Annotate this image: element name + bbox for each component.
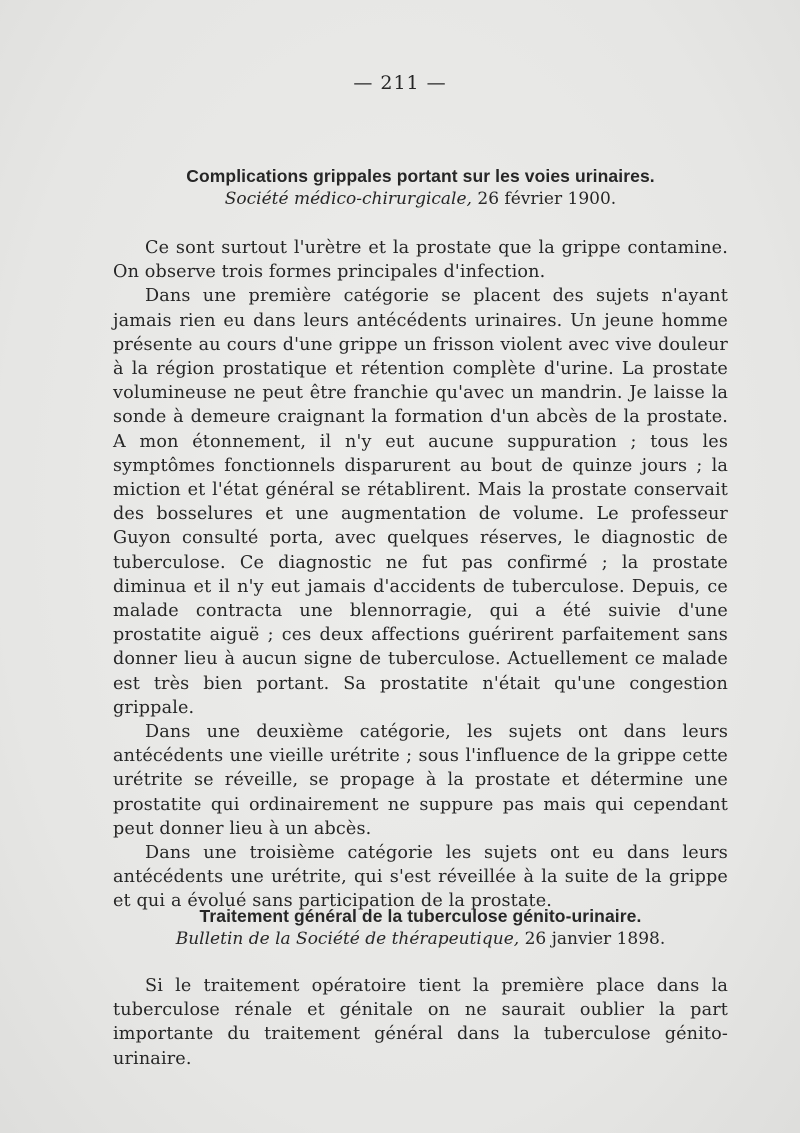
section-tuberculose-treatment [113, 904, 728, 1071]
paragraph: Si le traitement opératoire tient la première place dans la tuberculose rénale et génitale on ne saurait oublier la part importante du traitement général dans la tuberculose génito-urinaire. [113, 976, 728, 1069]
paragraph: Ce sont surtout l'urètre et la prostate que la grippe contamine. On observe trois formes principales d'infection. [113, 238, 728, 283]
paragraph: Dans une troisième catégorie les sujets ont eu dans leurs antécédents une urétrite, qui s'est réveillée à la suite de la grippe et qui a évolué sans participation de la prostate. [113, 843, 728, 912]
paragraph: Dans une première catégorie se placent des sujets n'ayant jamais rien eu dans leurs antécédents urinaires. Un jeune homme présente au cours d'une grippe un frisson violent avec vive douleur à la région prostatique et rétention complète d'urine. La prostate volumineuse ne peut être franchie qu'avec un mandrin. Je laisse la sonde à demeure craignant la formation d'un abcès de la prostate. A mon étonnement, il n'y eut aucune suppuration ; tous les symptômes fonctionnels disparurent au bout de quinze jours ; la miction et l'état général se rétablirent. Mais la prostate conservait des bosselures et une augmentation de volume. Le professeur Guyon consulté porta, avec quelques réserves, le diagnostic de tuberculose. Ce diagnostic ne fut pas confirmé ; la prostate diminua et il n'y eut jamais d'accidents de tuberculose. Depuis, ce malade contracta une blennorragie, qui a été suivie d'une prostatite aiguë ; ces deux affections guérirent parfaitement sans donner lieu à aucun signe de tuberculose. Actuellement ce malade est très bien portant. Sa prostatite n'était qu'une congestion grippale. [113, 286, 728, 718]
section-title: Complications grippales portant sur les voies urinaires. [186, 166, 655, 186]
section-source [113, 928, 728, 950]
section-grippe-complications [113, 164, 728, 914]
source-date: 26 février 1900. [477, 189, 617, 209]
source-publication: Société médico-chirurgicale, [224, 189, 472, 209]
source-date: 26 janvier 1898. [524, 929, 666, 949]
source-publication: Bulletin de la Société de thérapeutique, [175, 929, 520, 949]
page-number: — 211 — [353, 72, 447, 94]
section-source [113, 188, 728, 210]
section-body [113, 236, 728, 914]
section-body [113, 974, 728, 1071]
paragraph: Dans une deuxième catégorie, les sujets ont dans leurs antécédents une vieille urétrite ; sous l'influence de la grippe cette urétrite se réveille, se propage à la prostate et détermine une prostatite qui ordinairement ne suppure pas mais qui cependant peut donner lieu à un abcès. [113, 722, 728, 839]
section-title: Traitement général de la tuberculose génito-urinaire. [199, 906, 642, 926]
